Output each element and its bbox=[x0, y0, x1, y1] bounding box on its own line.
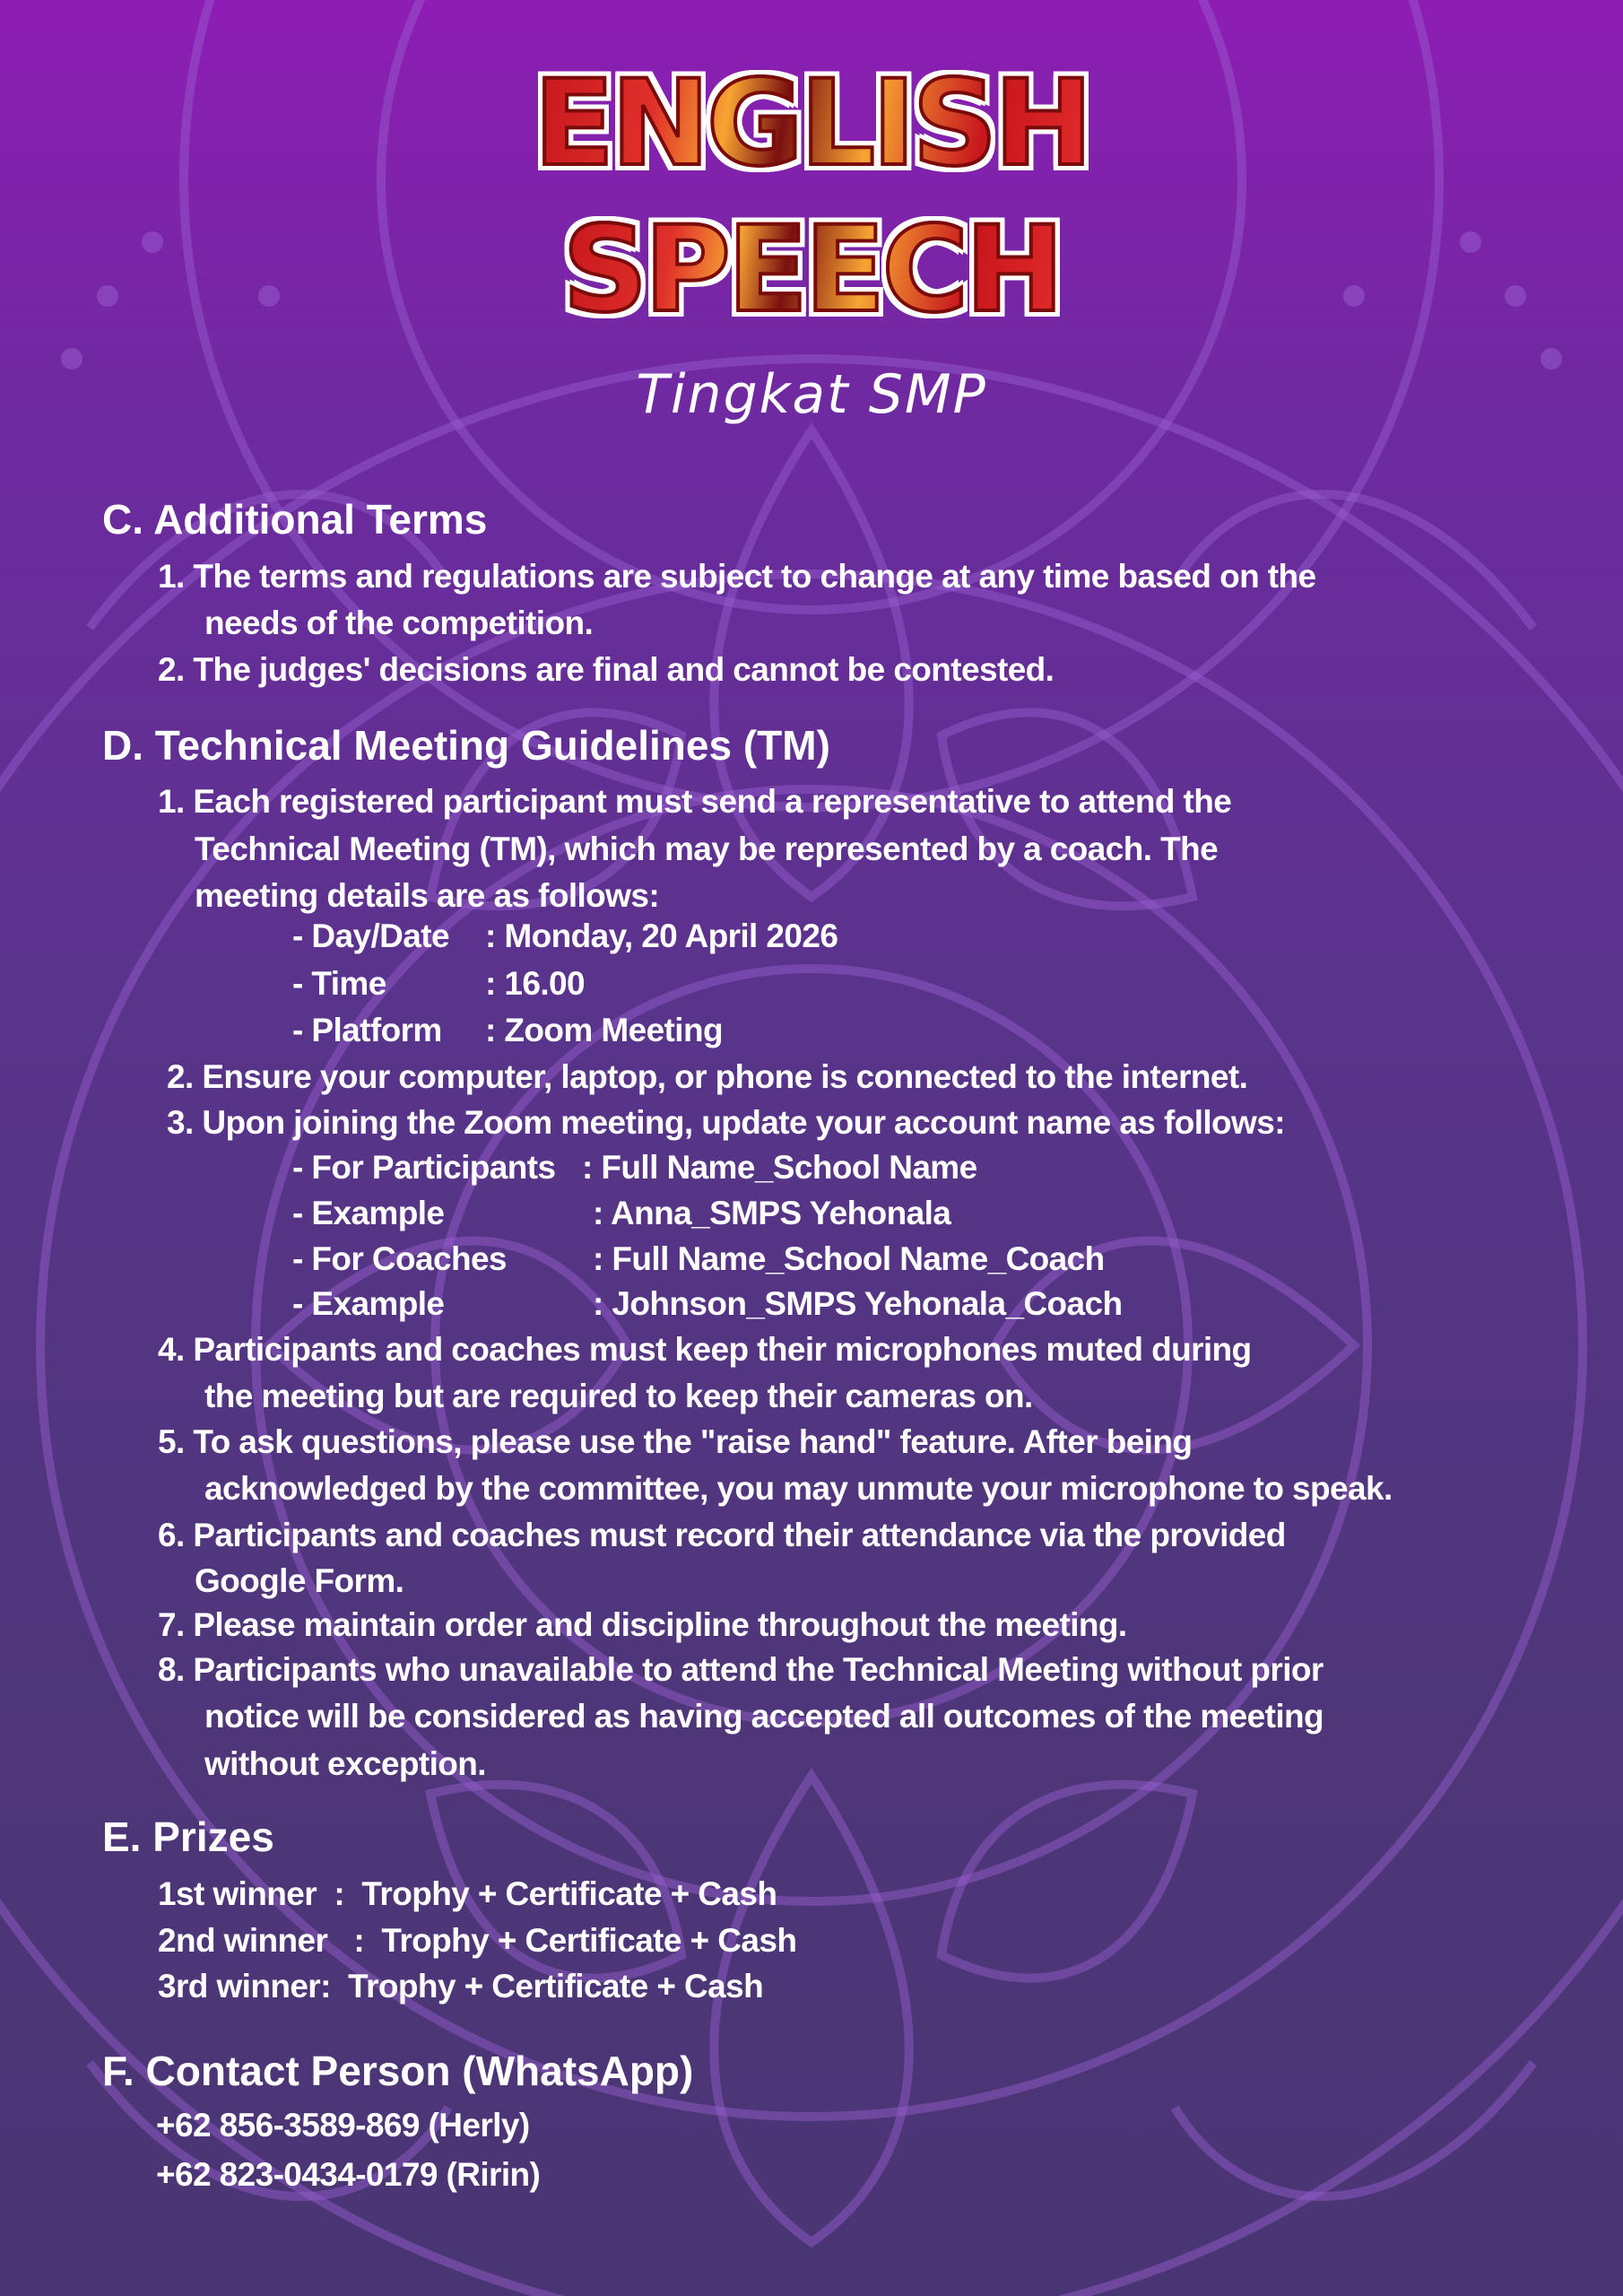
section-d-item: Google Form. bbox=[195, 1562, 404, 1599]
section-d-item: 7. Please maintain order and discipline throughout the meeting. bbox=[158, 1606, 1127, 1643]
naming-row bbox=[292, 1149, 977, 1187]
contact-phone: +62 856-3589-869 (Herly) bbox=[156, 2107, 530, 2144]
section-c-heading: C. Additional Terms bbox=[102, 496, 488, 543]
section-d-item: notice will be considered as having accepted all outcomes of the meeting bbox=[204, 1698, 1324, 1735]
detail-value: : 16.00 bbox=[485, 965, 585, 1002]
prize-row: 1st winner : Trophy + Certificate + Cash bbox=[158, 1875, 777, 1912]
naming-value: : Anna_SMPS Yehonala bbox=[593, 1195, 951, 1231]
title-english: ENGLISH bbox=[534, 55, 1089, 193]
naming-label: - Example bbox=[292, 1285, 445, 1322]
prize-row: 2nd winner : Trophy + Certificate + Cash bbox=[158, 1922, 797, 1959]
detail-label: - Time bbox=[292, 965, 386, 1002]
section-d-item: acknowledged by the committee, you may unmute your microphone to speak. bbox=[204, 1470, 1393, 1507]
naming-label: - For Coaches bbox=[292, 1240, 507, 1277]
section-d-item: 1. Each registered participant must send a representative to attend the bbox=[158, 783, 1232, 820]
section-d-item: without exception. bbox=[204, 1745, 486, 1782]
section-d-item: 3. Upon joining the Zoom meeting, update your account name as follows: bbox=[167, 1104, 1285, 1141]
naming-value: : Johnson_SMPS Yehonala_Coach bbox=[593, 1285, 1123, 1322]
section-d-item: the meeting but are required to keep their cameras on. bbox=[204, 1378, 1033, 1414]
section-c-item: 1. The terms and regulations are subject to change at any time based on the bbox=[158, 558, 1316, 595]
section-f-heading: F. Contact Person (WhatsApp) bbox=[102, 2048, 694, 2094]
section-d-item: 2. Ensure your computer, laptop, or phone is connected to the internet. bbox=[167, 1058, 1248, 1095]
naming-label: - Example bbox=[292, 1195, 445, 1231]
detail-value: : Zoom Meeting bbox=[485, 1012, 723, 1048]
section-d-item: Technical Meeting (TM), which may be represented by a coach. The bbox=[195, 831, 1219, 867]
meeting-detail-row bbox=[292, 965, 585, 1003]
detail-label: - Day/Date bbox=[292, 918, 449, 954]
section-c-item: 2. The judges' decisions are final and cannot be contested. bbox=[158, 651, 1055, 688]
section-c-item: needs of the competition. bbox=[204, 604, 594, 641]
contact-phone: +62 823-0434-0179 (Ririn) bbox=[156, 2156, 541, 2193]
section-d-heading: D. Technical Meeting Guidelines (TM) bbox=[102, 722, 830, 769]
prize-row: 3rd winner: Trophy + Certificate + Cash bbox=[158, 1968, 764, 2005]
naming-value: : Full Name_School Name bbox=[582, 1149, 977, 1186]
naming-row bbox=[292, 1240, 1105, 1278]
subtitle: Tingkat SMP bbox=[636, 363, 987, 426]
naming-label: - For Participants bbox=[292, 1149, 556, 1186]
meeting-detail-row bbox=[292, 918, 838, 955]
title-speech: SPEECH bbox=[562, 201, 1061, 339]
detail-label: - Platform bbox=[292, 1012, 442, 1048]
naming-row bbox=[292, 1195, 950, 1232]
section-e-heading: E. Prizes bbox=[102, 1813, 274, 1860]
section-d-item: 8. Participants who unavailable to attend the Technical Meeting without prior bbox=[158, 1651, 1324, 1688]
section-d-item: 4. Participants and coaches must keep their microphones muted during bbox=[158, 1331, 1252, 1368]
naming-value: : Full Name_School Name_Coach bbox=[593, 1240, 1105, 1277]
section-d-item: meeting details are as follows: bbox=[195, 877, 660, 914]
section-d-item: 5. To ask questions, please use the "raise hand" feature. After being bbox=[158, 1423, 1193, 1460]
section-d-item: 6. Participants and coaches must record their attendance via the provided bbox=[158, 1517, 1286, 1553]
naming-row bbox=[292, 1285, 1123, 1323]
meeting-detail-row bbox=[292, 1012, 723, 1049]
detail-value: : Monday, 20 April 2026 bbox=[485, 918, 838, 954]
